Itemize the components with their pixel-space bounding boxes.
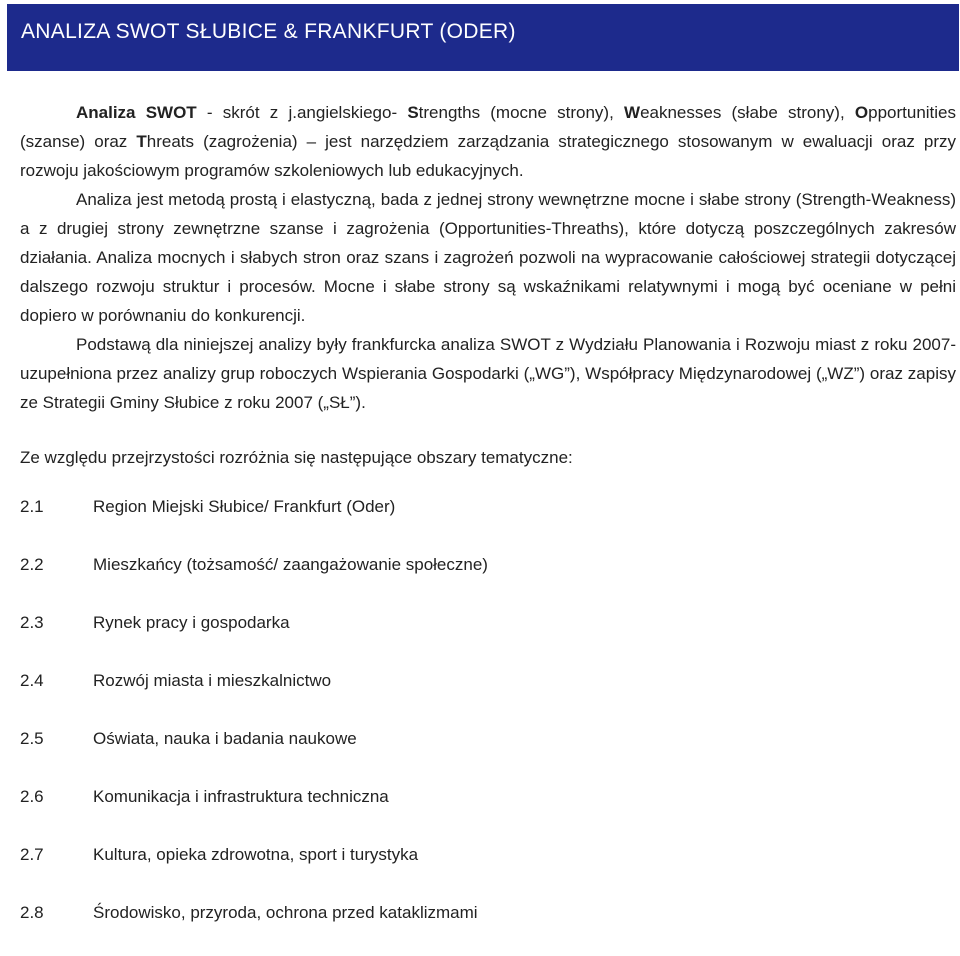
swot-o-word: pportunities (szanse) oraz [20, 103, 957, 151]
intro-lead-bold: Analiza SWOT [76, 103, 197, 122]
list-item [20, 608, 956, 637]
document-body [20, 98, 956, 956]
header-banner [7, 4, 959, 71]
swot-t-letter: T [136, 132, 147, 151]
area-number: 2.7 [20, 845, 44, 864]
area-label: Rozwój miasta i mieszkalnictwo [93, 671, 332, 690]
area-label: Rynek pracy i gospodarka [93, 613, 290, 632]
list-item [20, 550, 956, 579]
area-label: Środowisko, przyroda, ochrona przed kataklizmami [93, 903, 478, 922]
area-label: Region Miejski Słubice/ Frankfurt (Oder) [93, 497, 396, 516]
body-paragraph-analysis: Analiza jest metodą prostą i elastyczną, bada z jednej strony wewnętrzne mocne i słabe strony (Strength-Weakness) a z drugiej strony zewnętrzne szanse i zagrożenia (Opportunities-Threaths), które dotyczą poszczególnych zakresów działania. Analiza mocnych i słabych stron oraz szans i zagrożeń pozwoli na wypracowanie całościowej strategii dotyczącej dalszego rozwoju struktur i procesów. Mocne i słabe strony są wskaźnikami relatywnymi i mogą być oceniane w pełni dopiero w porównaniu do konkurencji. [20, 190, 956, 325]
swot-s-word: trengths (mocne strony), [418, 103, 625, 122]
area-number: 2.5 [20, 729, 44, 748]
body-paragraph-basis: Podstawą dla niniejszej analizy były frankfurcka analiza SWOT z Wydziału Planowania i Rozwoju miast z roku 2007- uzupełniona przez analizy grup roboczych Wspierania Gospodarki („WG”), Współpracy Międzynarodowej („WZ”) oraz zapisy ze Strategii Gminy Słubice z roku 2007 („SŁ”). [20, 335, 956, 412]
list-item [20, 492, 956, 521]
intro-lead-rest: - skrót z j.angielskiego- [196, 103, 408, 122]
area-label: Kultura, opieka zdrowotna, sport i turystyka [93, 845, 419, 864]
list-item [20, 898, 956, 927]
area-label: Oświata, nauka i badania naukowe [93, 729, 357, 748]
intro-paragraph [20, 98, 956, 185]
area-number: 2.6 [20, 787, 44, 806]
list-item [20, 840, 956, 869]
area-number: 2.8 [20, 903, 44, 922]
area-number: 2.4 [20, 671, 44, 690]
areas-list [20, 492, 956, 927]
swot-w-word: eaknesses (słabe strony), [640, 103, 855, 122]
areas-intro: Ze względu przejrzystości rozróżnia się następujące obszary tematyczne: [20, 448, 573, 467]
list-item [20, 724, 956, 753]
swot-o-letter: O [854, 103, 869, 122]
area-number: 2.1 [20, 497, 44, 516]
list-item [20, 782, 956, 811]
page-title: ANALIZA SWOT SŁUBICE & FRANKFURT (ODER) [21, 20, 516, 43]
swot-t-word: hreats (zagrożenia) – jest narzędziem zarządzania strategicznego stosowanym w ewaluacji oraz przy rozwoju jakościowym programów szkoleniowych lub edukacyjnych. [20, 132, 956, 180]
swot-w-letter: W [624, 103, 641, 122]
area-label: Komunikacja i infrastruktura techniczna [93, 787, 389, 806]
area-number: 2.2 [20, 555, 44, 574]
area-label: Mieszkańcy (tożsamość/ zaangażowanie społeczne) [93, 555, 488, 574]
swot-s-letter: S [407, 103, 419, 122]
area-number: 2.3 [20, 613, 44, 632]
list-item [20, 666, 956, 695]
